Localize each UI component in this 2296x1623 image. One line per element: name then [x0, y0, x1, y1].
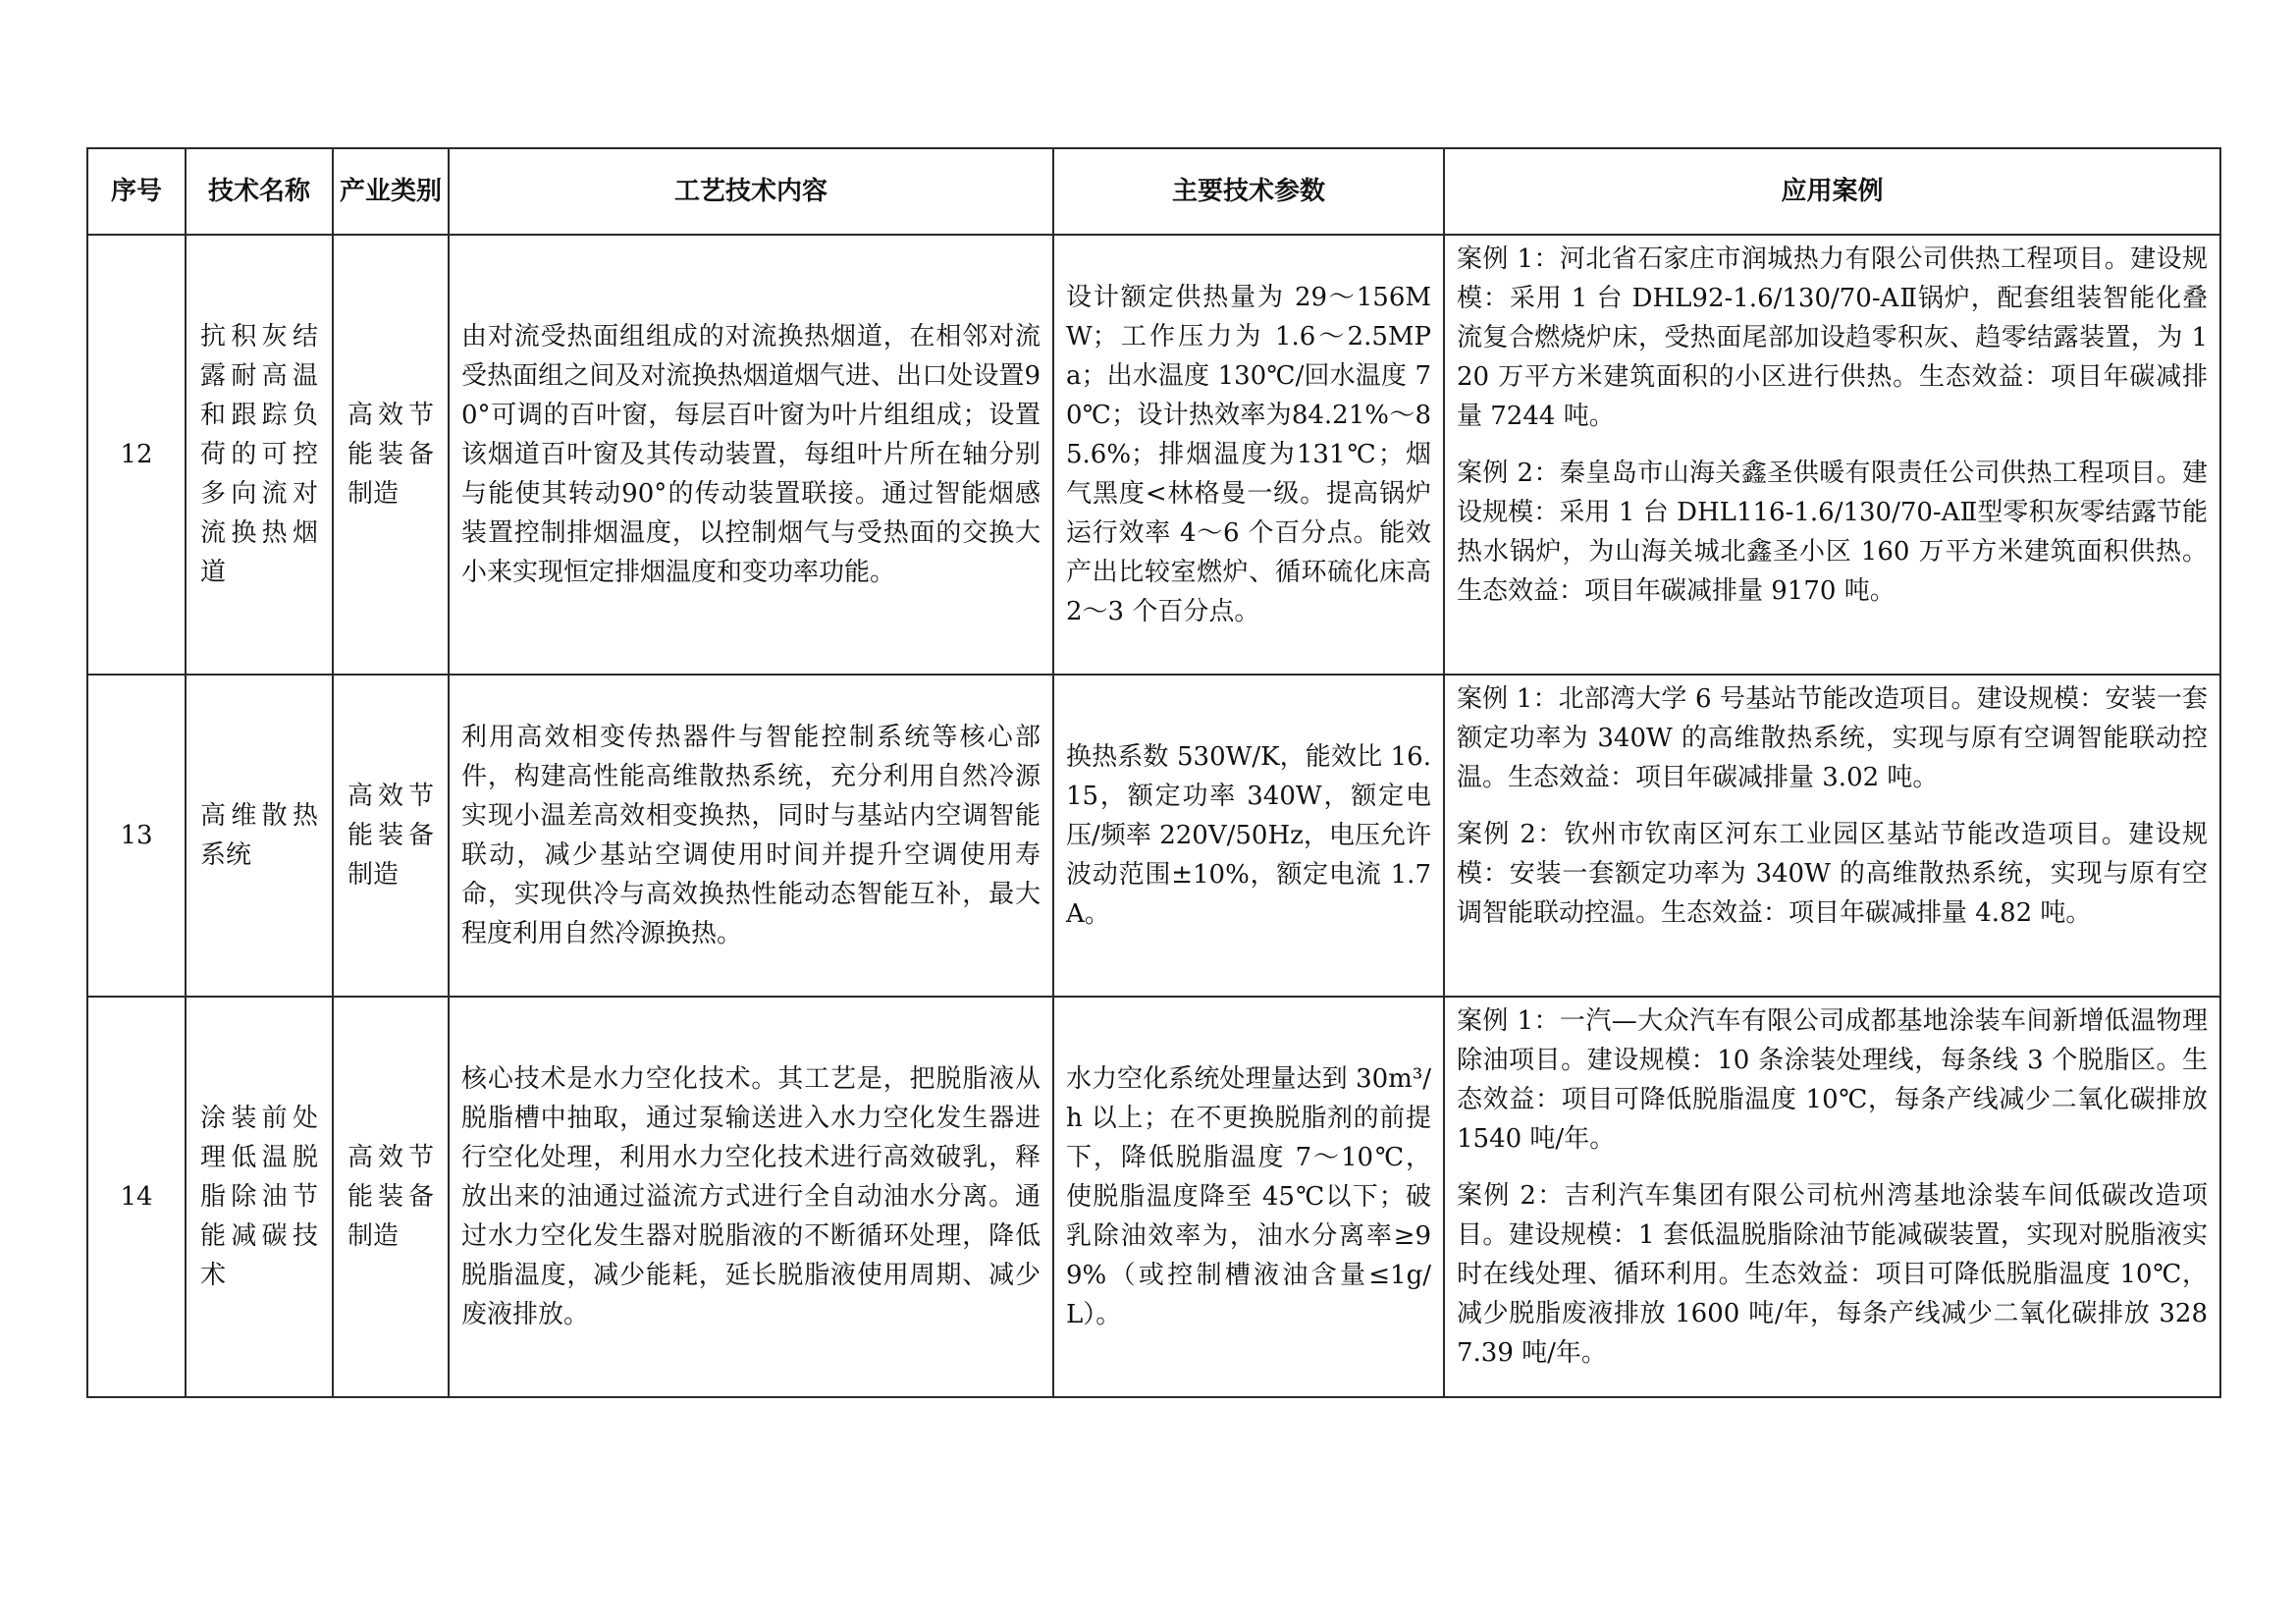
cell-category: 高效节能装备制造: [333, 997, 449, 1397]
cell-tech-name: 涂装前处理低温脱脂除油节能减碳技术: [186, 997, 333, 1397]
header-params: 主要技术参数: [1053, 148, 1444, 235]
case-1: 案例 1：一汽—大众汽车有限公司成都基地涂装车间新增低温物理除油项目。建设规模：10 条涂装处理线，每条线 3 个脱脂区。生态效益：项目可降低脱脂温度 10℃，每条产线减少二氧化碳排放 1540 吨/年。: [1457, 1006, 2208, 1154]
cell-tech-name: 高维散热系统: [186, 675, 333, 997]
case-2: 案例 2：吉利汽车集团有限公司杭州湾基地涂装车间低碳改造项目。建设规模：1 套低温脱脂除油节能减碳装置，实现对脱脂液实时在线处理、循环利用。生态效益：项目可降低脱脂温度 10℃，减少脱脂废液排放 1600 吨/年，每条产线减少二氧化碳排放 3287.39 吨/年。: [1457, 1181, 2208, 1368]
header-process: 工艺技术内容: [449, 148, 1053, 235]
case-2: 案例 2：钦州市钦南区河东工业园区基站节能改造项目。建设规模：安装一套额定功率为 340W 的高维散热系统，实现与原有空调智能联动控温。生态效益：项目年碳减排量 4.82 吨。: [1457, 820, 2208, 928]
cell-no: 13: [87, 675, 186, 997]
case-2: 案例 2：秦皇岛市山海关鑫圣供暖有限责任公司供热工程项目。建设规模：采用 1 台 DHL116-1.6/130/70-AⅡ型零积灰零结露节能热水锅炉，为山海关城北鑫圣小区 160 万平方米建筑面积供热。生态效益：项目年碳减排量 9170 吨。: [1457, 459, 2208, 606]
table-row: [87, 675, 2220, 997]
cell-process: 由对流受热面组组成的对流换热烟道，在相邻对流受热面组之间及对流换热烟道烟气进、出口处设置90°可调的百叶窗，每层百叶窗为叶片组组成；设置该烟道百叶窗及其传动装置，每组叶片所在轴分别与能使其转动90°的传动装置联接。通过智能烟感装置控制排烟温度，以控制烟气与受热面的交换大小来实现恒定排烟温度和变功率功能。: [449, 235, 1053, 675]
cell-no: 14: [87, 997, 186, 1397]
cell-process: 核心技术是水力空化技术。其工艺是，把脱脂液从脱脂槽中抽取，通过泵输送进入水力空化发生器进行空化处理，利用水力空化技术进行高效破乳，释放出来的油通过溢流方式进行全自动油水分离。通过水力空化发生器对脱脂液的不断循环处理，降低脱脂温度，减少能耗，延长脱脂液使用周期、减少废液排放。: [449, 997, 1053, 1397]
case-1: 案例 1：河北省石家庄市润城热力有限公司供热工程项目。建设规模：采用 1 台 DHL92-1.6/130/70-AⅡ锅炉，配套组装智能化叠流复合燃烧炉床，受热面尾部加设趋零积灰、趋零结露装置，为 120 万平方米建筑面积的小区进行供热。生态效益：项目年碳减排量 7244 吨。: [1457, 244, 2208, 431]
cell-category: 高效节能装备制造: [333, 675, 449, 997]
cell-cases: [1444, 675, 2220, 997]
cell-cases: [1444, 997, 2220, 1397]
cell-tech-name: 抗积灰结露耐高温和跟踪负荷的可控多向流对流换热烟道: [186, 235, 333, 675]
header-cases: 应用案例: [1444, 148, 2220, 235]
cell-params: 水力空化系统处理量达到 30m³/h 以上；在不更换脱脂剂的前提下，降低脱脂温度 7～10℃，使脱脂温度降至 45℃以下；破乳除油效率为，油水分离率≥99%（或控制槽液油含量≤1g/L）。: [1053, 997, 1444, 1397]
technology-table: [86, 147, 2221, 1398]
cell-params: 设计额定供热量为 29～156MW；工作压力为 1.6～2.5MPa；出水温度 130℃/回水温度 70℃；设计热效率为84.21%～85.6%；排烟温度为131℃；烟气黑度<林格曼一级。提高锅炉运行效率 4～6 个百分点。能效产出比较室燃炉、循环硫化床高 2～3 个百分点。: [1053, 235, 1444, 675]
cell-params: 换热系数 530W/K，能效比 16.15，额定功率 340W，额定电压/频率 220V/50Hz，电压允许波动范围±10%，额定电流 1.7A。: [1053, 675, 1444, 997]
cell-cases: [1444, 235, 2220, 675]
table-row: [87, 235, 2220, 675]
case-1: 案例 1：北部湾大学 6 号基站节能改造项目。建设规模：安装一套额定功率为 340W 的高维散热系统，实现与原有空调智能联动控温。生态效益：项目年碳减排量 3.02 吨。: [1457, 684, 2208, 792]
header-category: 产业类别: [333, 148, 449, 235]
cell-no: 12: [87, 235, 186, 675]
table-header-row: [87, 148, 2220, 235]
cell-process: 利用高效相变传热器件与智能控制系统等核心部件，构建高性能高维散热系统，充分利用自然冷源实现小温差高效相变换热，同时与基站内空调智能联动，减少基站空调使用时间并提升空调使用寿命，实现供冷与高效换热性能动态智能互补，最大程度利用自然冷源换热。: [449, 675, 1053, 997]
header-name: 技术名称: [186, 148, 333, 235]
table-row: [87, 997, 2220, 1397]
header-no: 序号: [87, 148, 186, 235]
cell-category: 高效节能装备制造: [333, 235, 449, 675]
